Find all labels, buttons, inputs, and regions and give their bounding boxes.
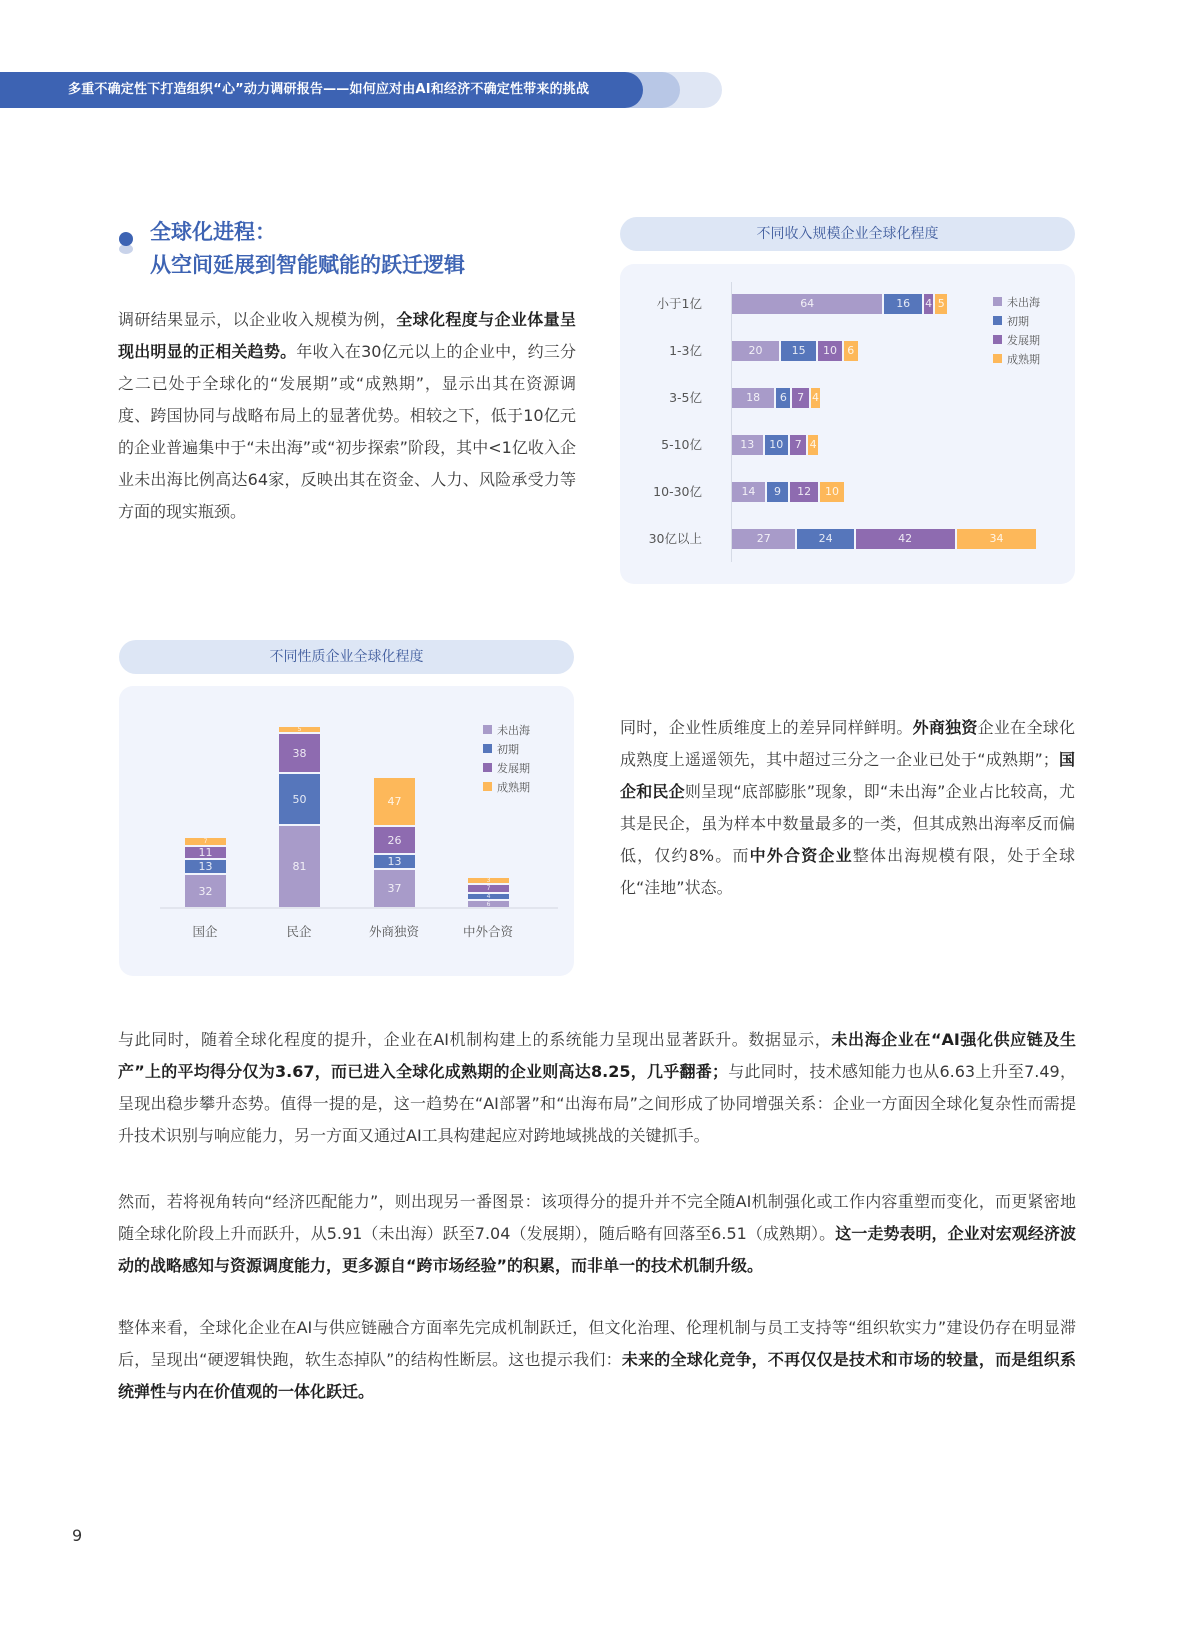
stacked-column [374, 776, 415, 907]
bar-segment: 4 [808, 435, 817, 455]
bar-segment: 4 [811, 388, 820, 408]
paragraph-revenue-scale [118, 304, 576, 528]
paragraph-economic-matching [118, 1186, 1076, 1282]
legend-label: 未出海 [497, 723, 530, 737]
bar-segment: 9 [767, 482, 788, 502]
legend-item [993, 292, 1040, 311]
bullet-dot-icon [119, 232, 133, 246]
emphasis-text: 中外合资企业 [749, 846, 853, 865]
bar-segment: 7 [790, 435, 806, 455]
category-label: 中外合资 [462, 924, 513, 939]
section-title-line1: 全球化进程： [150, 220, 276, 244]
category-label: 30亿以上 [648, 531, 702, 546]
category-label: 1-3亿 [669, 343, 702, 358]
category-label: 民企 [286, 924, 312, 939]
stacked-bar [732, 388, 822, 408]
bar-segment: 64 [732, 294, 882, 314]
emphasis-text: 外商独资 [912, 718, 978, 737]
column-segment: 81 [279, 826, 320, 907]
legend-item [483, 739, 530, 758]
body-text: 调研结果显示，以企业收入规模为例， [118, 310, 397, 329]
stacked-bar [732, 482, 846, 502]
chart-row [620, 341, 1040, 361]
stacked-column [468, 876, 509, 907]
bar-segment: 13 [732, 435, 763, 455]
bar-segment: 16 [884, 294, 922, 314]
column-segment: 7 [185, 838, 226, 845]
stacked-bar [732, 294, 949, 314]
column-segment: 38 [279, 734, 320, 772]
column-segment: 4 [468, 894, 509, 899]
emphasis-text: 未出海企业在“AI强化供应链及生产”上的平均得分仅为3.67，而已进入全球化成熟期的企业则高达8.25，几乎翻番； [118, 1030, 1076, 1081]
paragraph-enterprise-type [620, 712, 1075, 904]
stacked-column [185, 836, 226, 907]
legend-item [483, 777, 530, 796]
legend-label: 发展期 [497, 761, 530, 775]
legend-swatch-icon [993, 316, 1002, 325]
chart-title-enterprise-type: 不同性质企业全球化程度 [119, 640, 574, 674]
legend-label: 发展期 [1007, 333, 1040, 347]
column-segment: 32 [185, 875, 226, 907]
column-segment: 26 [374, 827, 415, 853]
legend-item [993, 349, 1040, 368]
stacked-column [279, 725, 320, 907]
report-header-banner [0, 72, 722, 108]
column-segment: 50 [279, 774, 320, 824]
category-label: 小于1亿 [656, 296, 702, 311]
legend-swatch-icon [993, 297, 1002, 306]
chart-legend-enterprise-type [483, 720, 530, 796]
chart-title-revenue-scale: 不同收入规模企业全球化程度 [620, 217, 1075, 251]
column-segment: 7 [468, 885, 509, 892]
paragraph-conclusion [118, 1312, 1076, 1408]
body-text: 企业在全球化成熟度上遥遥领先，其中超过三分之一企业已处于“成熟期”； [620, 718, 1075, 769]
bar-segment: 6 [844, 341, 858, 361]
bar-segment: 14 [732, 482, 765, 502]
column-segment: 3 [468, 878, 509, 883]
legend-item [993, 311, 1040, 330]
body-text: 与此同时，技术感知能力也从6.63上升至7.49，呈现出稳步攀升态势。值得一提的是，这一趋势在“AI部署”和“出海布局”之间形成了协同增强关系：企业一方面因全球化复杂性而需提升技术识别与响应能力，另一方面又通过AI工具构建起应对跨地域挑战的关键抓手。 [118, 1062, 1076, 1145]
column-segment: 13 [185, 860, 226, 873]
bar-segment: 18 [732, 388, 774, 408]
legend-item [993, 330, 1040, 349]
emphasis-text: 未来的全球化竞争，不再仅仅是技术和市场的较量，而是组织系统弹性与内在价值观的一体化跃迁。 [118, 1350, 1076, 1401]
page-number: 9 [72, 1526, 83, 1545]
stacked-bar [732, 529, 1038, 549]
legend-item [483, 720, 530, 739]
chart-legend-revenue-scale [993, 292, 1040, 368]
column-segment: 13 [374, 855, 415, 868]
category-label: 3-5亿 [669, 390, 702, 405]
report-title: 多重不确定性下打造组织“心”动力调研报告——如何应对由AI和经济不确定性带来的挑战 [0, 72, 643, 108]
bar-segment: 5 [935, 294, 947, 314]
column-segment: 6 [468, 901, 509, 907]
bar-segment: 10 [818, 341, 842, 361]
category-label: 外商独资 [368, 924, 419, 939]
body-text: 同时，企业性质维度上的差异同样鲜明。 [620, 718, 913, 737]
stacked-bar [732, 435, 820, 455]
paragraph-ai-mechanism [118, 1024, 1076, 1152]
bar-segment: 6 [776, 388, 790, 408]
chart-row [620, 435, 1040, 455]
body-text: 整体出海规模有限，处于全球化“洼地”状态。 [620, 846, 1075, 897]
bar-segment: 10 [765, 435, 789, 455]
body-text: 则呈现“底部膨胀”现象，即“未出海”企业占比较高，尤其是民企，虽为样本中数量最多的一类，但其成熟出海率反而偏低，仅约8%。而 [620, 782, 1075, 865]
emphasis-text: 全球化程度与企业体量呈现出明显的正相关趋势。 [118, 310, 576, 361]
chart-row [620, 388, 1040, 408]
legend-label: 成熟期 [497, 780, 530, 794]
section-title-line2: 从空间延展到智能赋能的跃迁逻辑 [150, 253, 465, 277]
body-text: 整体来看，全球化企业在AI与供应链融合方面率先完成机制跃迁，但文化治理、伦理机制与员工支持等“组织软实力”建设仍存在明显滞后，呈现出“硬逻辑快跑，软生态掉队”的结构性断层。这也提示我们： [118, 1318, 1076, 1369]
bar-segment: 12 [790, 482, 818, 502]
bar-segment: 15 [781, 341, 816, 361]
chart-row [620, 482, 1040, 502]
body-text: 年收入在30亿元以上的企业中，约三分之二已处于全球化的“发展期”或“成熟期”，显示出其在资源调度、跨国协同与战略布局上的显著优势。相较之下，低于10亿元的企业普遍集中于“未出海”或“初步探索”阶段，其中<1亿收入企业未出海比例高达64家，反映出其在资金、人力、风险承受力等方面的现实瓶颈。 [118, 342, 576, 521]
bar-segment: 24 [797, 529, 853, 549]
section-title [150, 216, 570, 282]
chart-y-axis-line [731, 282, 732, 562]
legend-item [483, 758, 530, 777]
bar-segment: 27 [732, 529, 795, 549]
category-label: 5-10亿 [661, 437, 702, 452]
stacked-bar [732, 341, 860, 361]
legend-swatch-icon [483, 725, 492, 734]
body-text: 与此同时，随着全球化程度的提升，企业在AI机制构建上的系统能力呈现出显著跃升。数据显示， [118, 1030, 832, 1049]
column-segment: 11 [185, 847, 226, 858]
column-segment: 5 [279, 727, 320, 732]
emphasis-text: 这一走势表明，企业对宏观经济波动的战略感知与资源调度能力，更多源自“跨市场经验”的积累，而非单一的技术机制升级。 [118, 1224, 1076, 1275]
legend-label: 初期 [1007, 314, 1029, 328]
bar-segment: 7 [792, 388, 808, 408]
chart-x-axis-line [160, 907, 558, 909]
bar-segment: 4 [924, 294, 933, 314]
body-text: 然而，若将视角转向“经济匹配能力”，则出现另一番图景：该项得分的提升并不完全随AI机制强化或工作内容重塑而变化，而更紧密地随全球化阶段上升而跃升，从5.91（未出海）跃至7.04（发展期），随后略有回落至6.51（成熟期）。 [118, 1192, 1076, 1243]
chart-row [620, 294, 1040, 314]
column-segment: 37 [374, 870, 415, 907]
legend-swatch-icon [993, 354, 1002, 363]
emphasis-text: 国企和民企 [620, 750, 1075, 801]
legend-swatch-icon [993, 335, 1002, 344]
legend-label: 成熟期 [1007, 352, 1040, 366]
chart-row [620, 529, 1040, 549]
category-label: 10-30亿 [653, 484, 702, 499]
legend-swatch-icon [483, 744, 492, 753]
legend-label: 未出海 [1007, 295, 1040, 309]
bar-segment: 20 [732, 341, 779, 361]
category-label: 国企 [192, 924, 218, 939]
bar-segment: 34 [957, 529, 1037, 549]
legend-swatch-icon [483, 782, 492, 791]
column-segment: 47 [374, 778, 415, 825]
bar-segment: 42 [856, 529, 955, 549]
bar-segment: 10 [820, 482, 844, 502]
legend-label: 初期 [497, 742, 519, 756]
legend-swatch-icon [483, 763, 492, 772]
